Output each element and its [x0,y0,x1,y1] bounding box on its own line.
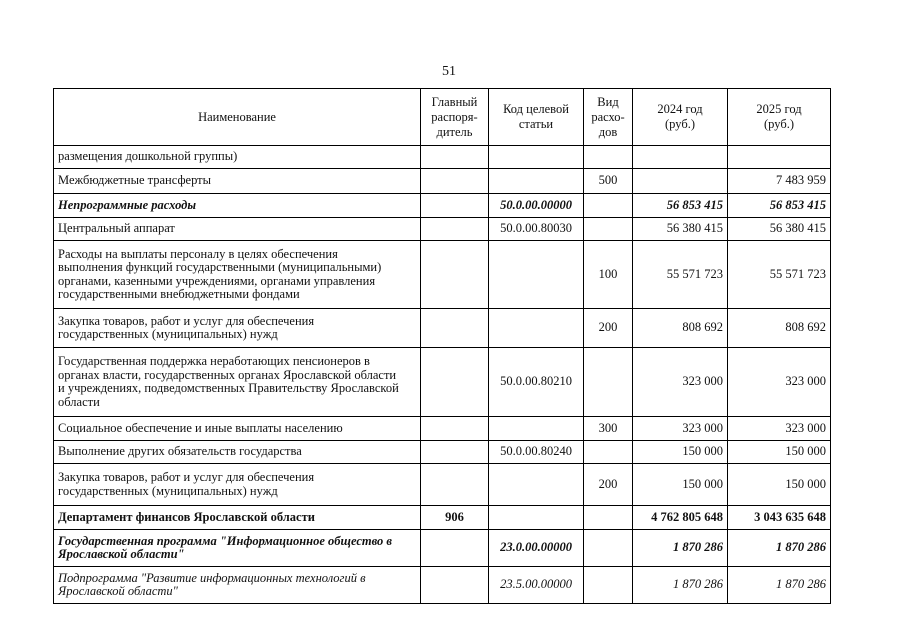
cell-amount-2025: 55 571 723 [728,241,831,309]
cell-chief-manager [421,464,489,506]
table-row [54,218,831,241]
table-header-row [54,89,831,146]
cell-chief-manager [421,241,489,309]
cell-amount-2024: 1 870 286 [633,530,728,567]
cell-chief-manager [421,441,489,464]
table-row [54,309,831,348]
cell-name: Центральный аппарат [54,218,421,241]
cell-name: Межбюджетные трансферты [54,169,421,194]
cell-expense-type: 500 [584,169,633,194]
cell-chief-manager [421,348,489,417]
cell-target-code [489,146,584,169]
cell-amount-2024: 323 000 [633,348,728,417]
cell-target-code: 50.0.00.80030 [489,218,584,241]
cell-expense-type [584,348,633,417]
cell-amount-2025 [728,146,831,169]
cell-name: Подпрограмма "Развитие информационных технологий в Ярославской области" [54,567,421,604]
cell-name: Государственная программа "Информационное общество в Ярославской области" [54,530,421,567]
cell-amount-2024: 4 762 805 648 [633,506,728,530]
cell-amount-2025: 1 870 286 [728,567,831,604]
cell-expense-type [584,218,633,241]
cell-chief-manager [421,146,489,169]
cell-amount-2024: 1 870 286 [633,567,728,604]
header-expense-type: Вид расхо- дов [584,89,633,146]
cell-expense-type: 200 [584,309,633,348]
cell-amount-2024: 56 380 415 [633,218,728,241]
cell-target-code [489,506,584,530]
header-amount-2025: 2025 год (руб.) [728,89,831,146]
cell-name: Департамент финансов Ярославской области [54,506,421,530]
cell-amount-2025: 56 380 415 [728,218,831,241]
cell-expense-type: 200 [584,464,633,506]
table-row [54,506,831,530]
cell-amount-2024: 150 000 [633,464,728,506]
table-row [54,464,831,506]
cell-chief-manager: 906 [421,506,489,530]
cell-expense-type [584,441,633,464]
cell-expense-type: 300 [584,417,633,441]
table-row [54,441,831,464]
table-row [54,417,831,441]
cell-amount-2024 [633,146,728,169]
header-target-code: Код целевой статьи [489,89,584,146]
cell-chief-manager [421,309,489,348]
table-row [54,530,831,567]
cell-amount-2024: 150 000 [633,441,728,464]
cell-chief-manager [421,567,489,604]
cell-amount-2025: 323 000 [728,417,831,441]
table-row [54,348,831,417]
cell-expense-type [584,194,633,218]
table-row [54,169,831,194]
cell-amount-2024: 323 000 [633,417,728,441]
budget-table [53,88,831,604]
cell-chief-manager [421,194,489,218]
cell-target-code: 50.0.00.00000 [489,194,584,218]
table-body [54,146,831,604]
cell-name: Закупка товаров, работ и услуг для обеспечения государственных (муниципальных) нужд [54,464,421,506]
table-row [54,146,831,169]
cell-target-code: 23.0.00.00000 [489,530,584,567]
cell-name: Расходы на выплаты персоналу в целях обеспечения выполнения функций государственными (муниципальными) органами, казенными учреждениями, органами управления государственными внебюджетными фондами [54,241,421,309]
header-chief-manager: Главный распоря- дитель [421,89,489,146]
cell-amount-2025: 808 692 [728,309,831,348]
cell-name: Закупка товаров, работ и услуг для обеспечения государственных (муниципальных) нужд [54,309,421,348]
cell-name: размещения дошкольной группы) [54,146,421,169]
cell-chief-manager [421,417,489,441]
cell-amount-2025: 150 000 [728,441,831,464]
cell-amount-2025: 56 853 415 [728,194,831,218]
cell-target-code: 50.0.00.80210 [489,348,584,417]
table-row [54,567,831,604]
table-row [54,194,831,218]
cell-name: Государственная поддержка неработающих пенсионеров в органах власти, государственных органах Ярославской области и учреждениях, подведомственных Правительству Ярославской области [54,348,421,417]
table-row [54,241,831,309]
cell-target-code [489,169,584,194]
cell-amount-2025: 150 000 [728,464,831,506]
cell-target-code [489,309,584,348]
cell-chief-manager [421,169,489,194]
cell-expense-type [584,506,633,530]
cell-amount-2025: 323 000 [728,348,831,417]
cell-expense-type [584,530,633,567]
cell-target-code: 50.0.00.80240 [489,441,584,464]
cell-amount-2024: 808 692 [633,309,728,348]
cell-expense-type: 100 [584,241,633,309]
cell-name: Непрограммные расходы [54,194,421,218]
header-name: Наименование [54,89,421,146]
cell-expense-type [584,146,633,169]
cell-name: Социальное обеспечение и иные выплаты населению [54,417,421,441]
cell-target-code: 23.5.00.00000 [489,567,584,604]
cell-target-code [489,417,584,441]
cell-amount-2024: 55 571 723 [633,241,728,309]
cell-target-code [489,241,584,309]
cell-amount-2024 [633,169,728,194]
cell-chief-manager [421,530,489,567]
cell-amount-2025: 1 870 286 [728,530,831,567]
cell-name: Выполнение других обязательств государства [54,441,421,464]
header-amount-2024: 2024 год (руб.) [633,89,728,146]
cell-amount-2025: 3 043 635 648 [728,506,831,530]
cell-target-code [489,464,584,506]
cell-expense-type [584,567,633,604]
cell-chief-manager [421,218,489,241]
page-number: 51 [442,64,456,79]
cell-amount-2025: 7 483 959 [728,169,831,194]
cell-amount-2024: 56 853 415 [633,194,728,218]
